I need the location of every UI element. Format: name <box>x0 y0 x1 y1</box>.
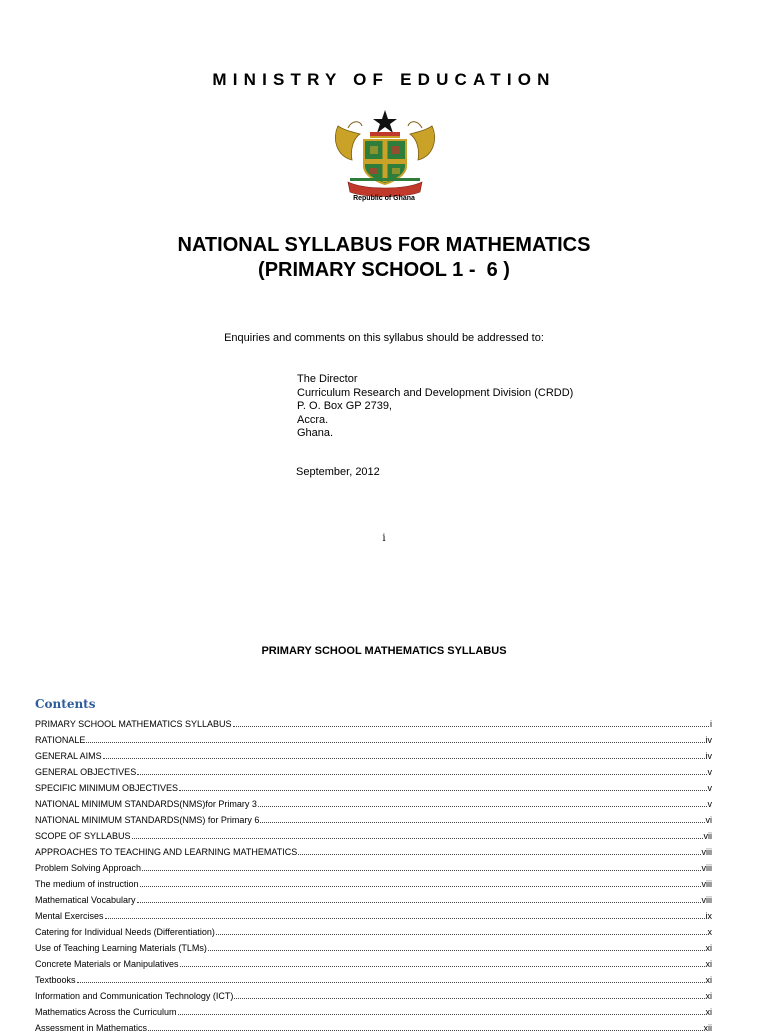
toc-entry-page: iv <box>705 751 712 761</box>
toc-dot-leader <box>137 774 706 775</box>
address-line: The Director <box>297 373 358 385</box>
toc-entry[interactable] <box>35 1018 712 1034</box>
toc-entry-page: xi <box>705 959 712 969</box>
toc-entry-page: v <box>707 799 712 809</box>
title-line-2: (PRIMARY SCHOOL 1 - 6 ) <box>258 259 510 281</box>
address-block <box>297 373 573 441</box>
toc-entry-label: SPECIFIC MINIMUM OBJECTIVES <box>35 783 179 793</box>
emblem-caption: Republic of Ghana <box>353 195 415 202</box>
toc-entry[interactable] <box>35 746 712 762</box>
toc-entry[interactable] <box>35 762 712 778</box>
toc-dot-leader <box>180 966 705 967</box>
toc-entry-page: xi <box>705 1007 712 1017</box>
toc-entry-page: xii <box>703 1023 712 1033</box>
toc-dot-leader <box>86 742 704 743</box>
toc-entry-label: NATIONAL MINIMUM STANDARDS(NMS) for Primary 6 <box>35 815 260 825</box>
toc-entry-page: xi <box>705 943 712 953</box>
ministry-heading: MINISTRY OF EDUCATION <box>212 70 556 89</box>
toc-dot-leader <box>216 934 707 935</box>
toc-entry[interactable] <box>35 778 712 794</box>
toc-entry[interactable] <box>35 714 712 730</box>
toc-dot-leader <box>105 918 705 919</box>
toc-dot-leader <box>77 982 705 983</box>
toc-entry-label: Mathematics Across the Curriculum <box>35 1007 177 1017</box>
toc-entry-page: viii <box>701 847 712 857</box>
toc-entry-label: Use of Teaching Learning Materials (TLMs) <box>35 943 207 953</box>
toc-entry-label: GENERAL OBJECTIVES <box>35 767 137 777</box>
toc-entry[interactable] <box>35 938 712 954</box>
toc-dot-leader <box>260 822 704 823</box>
toc-entry-page: viii <box>701 895 712 905</box>
toc-entry[interactable] <box>35 794 712 810</box>
toc-entry-page: x <box>707 927 712 937</box>
enquiry-text: Enquiries and comments on this syllabus should be addressed to: <box>224 332 544 344</box>
toc-dot-leader <box>179 790 706 791</box>
toc-dot-leader <box>140 886 701 887</box>
address-line: Curriculum Research and Development Division (CRDD) <box>297 386 574 399</box>
section-title: PRIMARY SCHOOL MATHEMATICS SYLLABUS <box>261 645 507 657</box>
toc-entry-page: viii <box>701 863 712 873</box>
toc-entry[interactable] <box>35 842 712 858</box>
contents-heading: Contents <box>35 697 96 711</box>
toc-entry-label: Mental Exercises <box>35 911 104 921</box>
toc-entry-label: Assessment in Mathematics <box>35 1023 148 1033</box>
toc-entry[interactable] <box>35 730 712 746</box>
toc-entry-label: Concrete Materials or Manipulatives <box>35 959 179 969</box>
coat-of-arms-icon <box>330 108 440 198</box>
toc-entry-page: i <box>710 719 712 729</box>
toc-entry[interactable] <box>35 1002 712 1018</box>
toc-entry-label: Mathematical Vocabulary <box>35 895 136 905</box>
toc-dot-leader <box>258 806 707 807</box>
toc-dot-leader <box>132 838 703 839</box>
toc-dot-leader <box>234 998 704 999</box>
toc-entry-page: iv <box>705 735 712 745</box>
page-number: i <box>382 533 386 544</box>
toc-entry[interactable] <box>35 922 712 938</box>
address-line: Accra. <box>297 413 329 426</box>
toc-entry-page: vi <box>705 815 712 825</box>
toc-entry[interactable] <box>35 874 712 890</box>
toc-entry-page: vii <box>703 831 712 841</box>
toc-entry-page: xi <box>705 975 712 985</box>
syllabus-title <box>0 233 768 283</box>
toc-entry-label: SCOPE OF SYLLABUS <box>35 831 131 841</box>
toc-entry-label: NATIONAL MINIMUM STANDARDS(NMS)for Primary 3 <box>35 799 257 809</box>
toc-entry-label: Information and Communication Technology (ICT) <box>35 991 234 1001</box>
toc-entry[interactable] <box>35 826 712 842</box>
toc-dot-leader <box>142 870 700 871</box>
toc-entry-label: APPROACHES TO TEACHING AND LEARNING MATHEMATICS <box>35 847 298 857</box>
toc-entry[interactable] <box>35 810 712 826</box>
toc-dot-leader <box>208 950 705 951</box>
toc-entry[interactable] <box>35 890 712 906</box>
toc-entry[interactable] <box>35 954 712 970</box>
toc-entry-page: ix <box>705 911 712 921</box>
toc-dot-leader <box>298 854 700 855</box>
toc-dot-leader <box>103 758 705 759</box>
toc-entry-label: PRIMARY SCHOOL MATHEMATICS SYLLABUS <box>35 719 232 729</box>
address-line: Ghana. <box>297 427 334 439</box>
toc-entry[interactable] <box>35 986 712 1002</box>
toc-entry-label: Textbooks <box>35 975 76 985</box>
toc-entry-page: xi <box>705 991 712 1001</box>
toc-entry-page: v <box>707 767 712 777</box>
title-line-1: NATIONAL SYLLABUS FOR MATHEMATICS <box>177 234 591 256</box>
publication-date: September, 2012 <box>296 466 380 478</box>
toc-entry-label: Catering for Individual Needs (Differentiation) <box>35 927 215 937</box>
toc-dot-leader <box>178 1014 705 1015</box>
toc-entry[interactable] <box>35 858 712 874</box>
toc-entry-label: Problem Solving Approach <box>35 863 142 873</box>
toc-dot-leader <box>148 1030 702 1031</box>
toc-entry-label: RATIONALE <box>35 735 86 745</box>
toc-dot-leader <box>137 902 701 903</box>
table-of-contents <box>35 714 712 1034</box>
toc-entry[interactable] <box>35 906 712 922</box>
toc-entry-page: v <box>707 783 712 793</box>
toc-entry-page: viii <box>701 879 712 889</box>
toc-entry[interactable] <box>35 970 712 986</box>
toc-entry-label: The medium of instruction <box>35 879 139 889</box>
toc-entry-label: GENERAL AIMS <box>35 751 102 761</box>
toc-dot-leader <box>233 726 709 727</box>
address-line: P. O. Box GP 2739, <box>297 400 392 412</box>
